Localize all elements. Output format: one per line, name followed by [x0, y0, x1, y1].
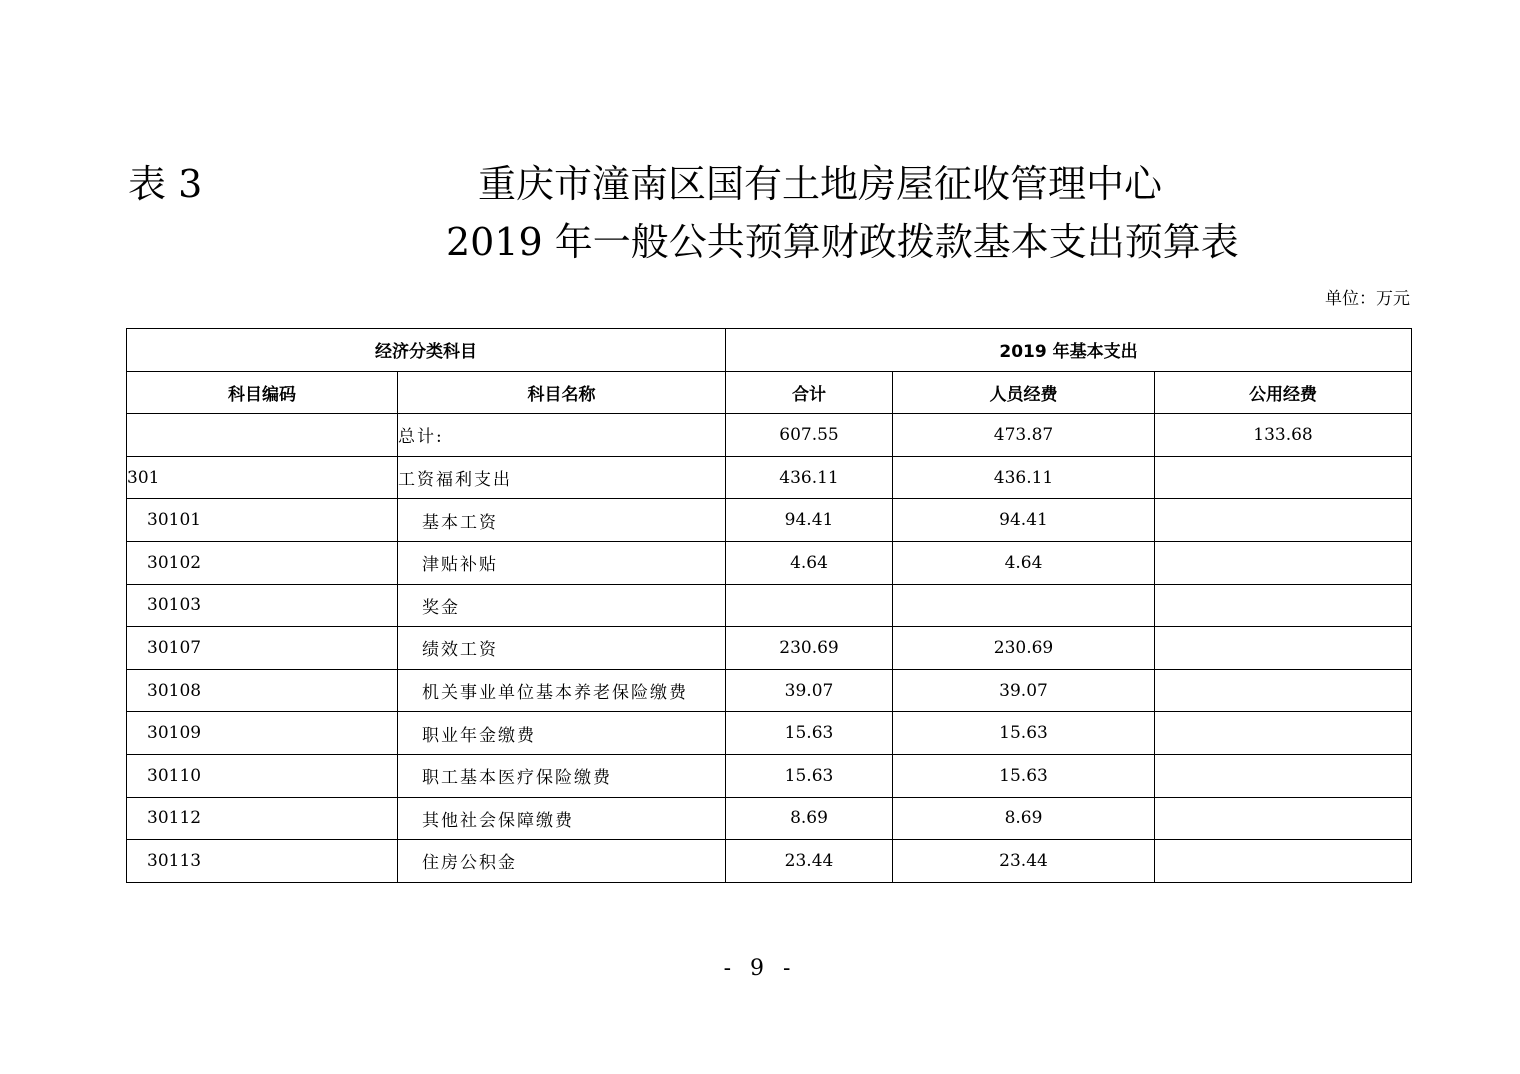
cell-total: 8.69	[726, 797, 893, 840]
cell-public	[1155, 797, 1412, 840]
cell-name: 机关事业单位基本养老保险缴费	[398, 669, 726, 712]
cell-public: 133.68	[1155, 414, 1412, 457]
title-line-2: 2019 年一般公共预算财政拨款基本支出预算表	[446, 220, 1239, 264]
cell-public	[1155, 669, 1412, 712]
cell-code	[127, 414, 398, 457]
cell-code: 30108	[127, 669, 398, 712]
table-row	[127, 456, 1412, 499]
table-row	[127, 499, 1412, 542]
cell-personnel: 436.11	[893, 456, 1155, 499]
cell-code: 30112	[127, 797, 398, 840]
group-header-row	[127, 329, 1412, 372]
cell-public	[1155, 712, 1412, 755]
cell-public	[1155, 840, 1412, 883]
cell-total: 15.63	[726, 754, 893, 797]
table-row	[127, 840, 1412, 883]
cell-total: 23.44	[726, 840, 893, 883]
cell-public	[1155, 754, 1412, 797]
table-row	[127, 627, 1412, 670]
cell-public	[1155, 627, 1412, 670]
group-header-expenditure: 2019 年基本支出	[726, 329, 1412, 372]
cell-public	[1155, 541, 1412, 584]
cell-total: 436.11	[726, 456, 893, 499]
cell-name: 住房公积金	[398, 840, 726, 883]
table-number: 表 3	[128, 162, 203, 206]
budget-table	[126, 328, 1412, 883]
cell-personnel: 473.87	[893, 414, 1155, 457]
cell-total: 15.63	[726, 712, 893, 755]
group-header-economic: 经济分类科目	[127, 329, 726, 372]
cell-total: 94.41	[726, 499, 893, 542]
column-header-name: 科目名称	[398, 371, 726, 414]
cell-code: 30103	[127, 584, 398, 627]
table-row	[127, 669, 1412, 712]
cell-name: 津贴补贴	[398, 541, 726, 584]
cell-total: 39.07	[726, 669, 893, 712]
cell-total: 4.64	[726, 541, 893, 584]
cell-code: 30110	[127, 754, 398, 797]
cell-total: 230.69	[726, 627, 893, 670]
title-line-1: 重庆市潼南区国有土地房屋征收管理中心	[478, 162, 1163, 206]
cell-total: 607.55	[726, 414, 893, 457]
cell-personnel: 230.69	[893, 627, 1155, 670]
unit-label: 单位：万元	[1325, 289, 1410, 309]
cell-personnel: 8.69	[893, 797, 1155, 840]
table-row	[127, 541, 1412, 584]
cell-personnel: 4.64	[893, 541, 1155, 584]
cell-code: 30101	[127, 499, 398, 542]
page-number: - 9 -	[723, 956, 797, 981]
cell-personnel: 15.63	[893, 754, 1155, 797]
cell-total	[726, 584, 893, 627]
cell-personnel: 39.07	[893, 669, 1155, 712]
column-header-row	[127, 371, 1412, 414]
cell-name: 绩效工资	[398, 627, 726, 670]
cell-public	[1155, 456, 1412, 499]
cell-public	[1155, 499, 1412, 542]
column-header-public: 公用经费	[1155, 371, 1412, 414]
cell-name: 总计:	[398, 414, 726, 457]
cell-name: 奖金	[398, 584, 726, 627]
cell-name: 职业年金缴费	[398, 712, 726, 755]
cell-personnel	[893, 584, 1155, 627]
table-row	[127, 712, 1412, 755]
cell-personnel: 15.63	[893, 712, 1155, 755]
cell-code: 30107	[127, 627, 398, 670]
cell-code: 30109	[127, 712, 398, 755]
column-header-code: 科目编码	[127, 371, 398, 414]
column-header-total: 合计	[726, 371, 893, 414]
cell-name: 职工基本医疗保险缴费	[398, 754, 726, 797]
cell-personnel: 23.44	[893, 840, 1155, 883]
cell-code: 301	[127, 456, 398, 499]
cell-name: 其他社会保障缴费	[398, 797, 726, 840]
table-row-total	[127, 414, 1412, 457]
cell-code: 30102	[127, 541, 398, 584]
table-row	[127, 584, 1412, 627]
table-row	[127, 754, 1412, 797]
cell-name: 基本工资	[398, 499, 726, 542]
table-row	[127, 797, 1412, 840]
cell-name: 工资福利支出	[398, 456, 726, 499]
cell-public	[1155, 584, 1412, 627]
cell-code: 30113	[127, 840, 398, 883]
column-header-personnel: 人员经费	[893, 371, 1155, 414]
cell-personnel: 94.41	[893, 499, 1155, 542]
